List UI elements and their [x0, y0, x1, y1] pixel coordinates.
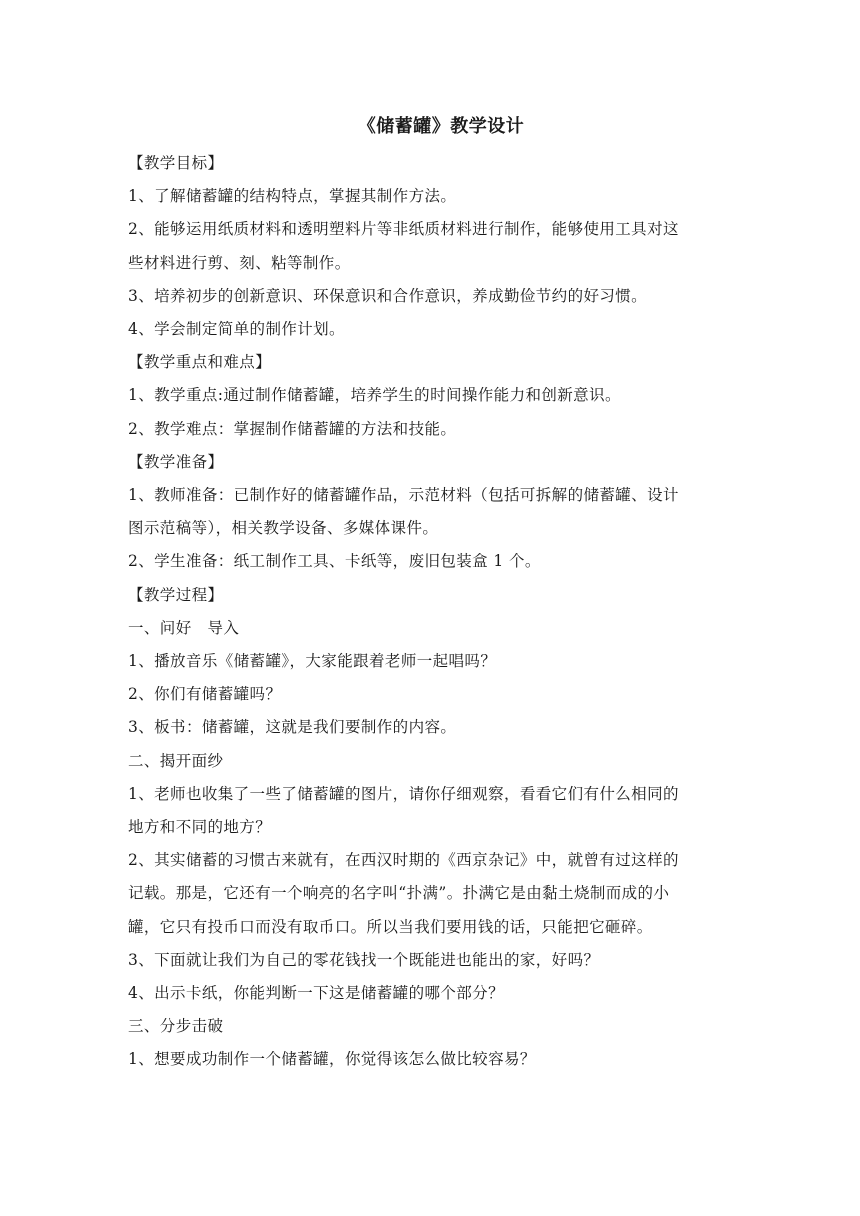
subsection-heading: 二、揭开面纱	[128, 751, 224, 770]
text-line: 些材料进行剪、刻、粘等制作。	[128, 253, 351, 272]
section-heading-objectives: 【教学目标】	[128, 154, 224, 172]
section-heading-preparation: 【教学准备】	[128, 452, 224, 471]
text-line: 3、板书：储蓄罐，这就是我们要制作的内容。	[128, 718, 457, 737]
subsection-heading: 一、问好 导入	[128, 618, 240, 637]
text-line: 地方和不同的地方？	[128, 818, 272, 837]
text-line: 2、其实储蓄的习惯古来就有，在西汉时期的《西京杂记》中，就曾有过这样的	[128, 851, 679, 870]
document-title: 《储蓄罐》教学设计	[357, 116, 525, 137]
text-line: 1、了解储蓄罐的结构特点，掌握其制作方法。	[128, 187, 457, 206]
text-line: 2、你们有储蓄罐吗？	[128, 685, 282, 704]
text-line: 3、下面就让我们为自己的零花钱找一个既能进也能出的家，好吗？	[128, 950, 600, 969]
text-line: 1、想要成功制作一个储蓄罐，你觉得该怎么做比较容易？	[128, 1050, 536, 1069]
text-line: 记载。那是，它还有一个响亮的名字叫“扑满”。扑满它是由黏土烧制而成的小	[128, 884, 670, 903]
text-line: 图示范稿等），相关教学设备、多媒体课件。	[128, 519, 439, 538]
document-body	[128, 147, 740, 1077]
text-line: 1、播放音乐《储蓄罐》，大家能跟着老师一起唱吗？	[128, 652, 497, 671]
text-line: 2、能够运用纸质材料和透明塑料片等非纸质材料进行制作，能够使用工具对这	[128, 220, 679, 239]
section-heading-key-points: 【教学重点和难点】	[128, 353, 272, 372]
subsection-heading: 三、分步击破	[128, 1017, 224, 1036]
text-line: 1、教学重点:通过制作储蓄罐，培养学生的时间操作能力和创新意识。	[128, 386, 621, 405]
text-line: 4、出示卡纸，你能判断一下这是储蓄罐的哪个部分？	[128, 984, 504, 1003]
text-line: 4、学会制定简单的制作计划。	[128, 320, 345, 339]
text-line: 1、老师也收集了一些了储蓄罐的图片，请你仔细观察，看看它们有什么相同的	[128, 784, 679, 803]
text-line: 3、培养初步的创新意识、环保意识和合作意识，养成勤俭节约的好习惯。	[128, 286, 648, 305]
text-line: 罐，它只有投币口而没有取币口。所以当我们要用钱的话，只能把它砸碎。	[128, 917, 653, 936]
section-heading-process: 【教学过程】	[128, 585, 224, 604]
text-line: 2、学生准备：纸工制作工具、卡纸等，废旧包装盒 1 个。	[128, 552, 541, 571]
text-line: 1、教师准备：已制作好的储蓄罐作品，示范材料（包括可拆解的储蓄罐、设计	[128, 486, 679, 505]
text-line: 2、教学难点：掌握制作储蓄罐的方法和技能。	[128, 419, 457, 438]
